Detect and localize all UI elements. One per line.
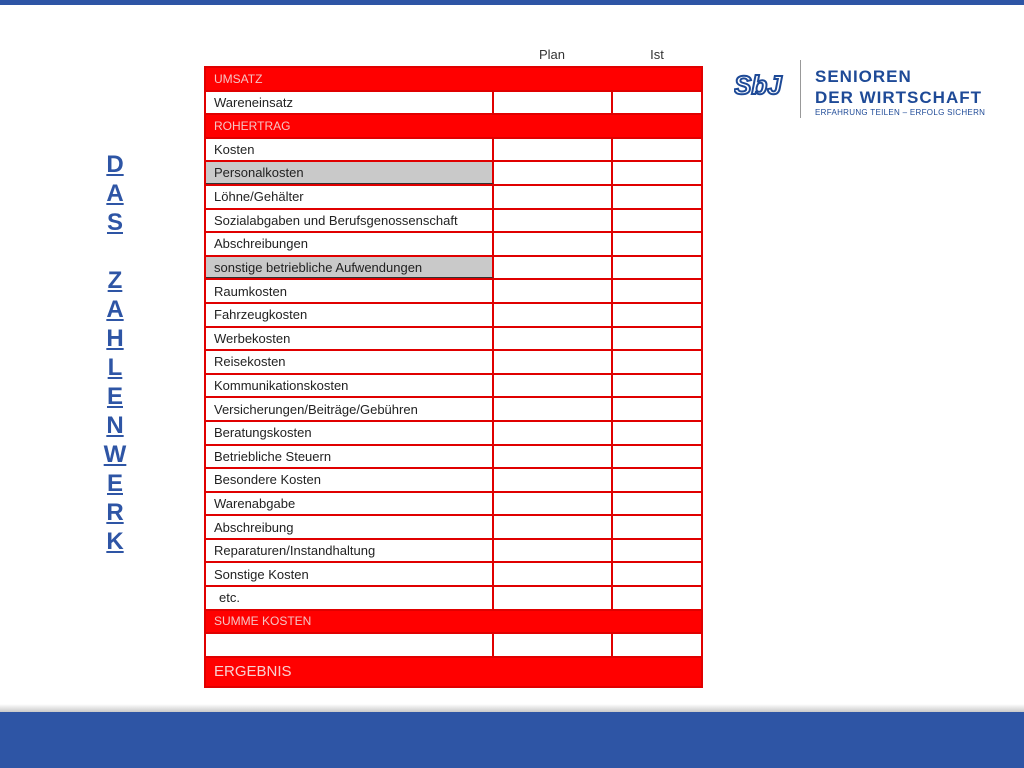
ist-cell[interactable] xyxy=(613,398,701,420)
plan-cell[interactable] xyxy=(494,398,613,420)
plan-cell[interactable] xyxy=(494,280,613,302)
ist-cell[interactable] xyxy=(613,92,701,114)
row-label: Reparaturen/Instandhaltung xyxy=(206,540,494,562)
sbj-logo-icon xyxy=(734,66,794,106)
bottom-bar xyxy=(0,712,1024,768)
row-label: etc. xyxy=(206,587,494,609)
ist-cell[interactable] xyxy=(613,162,701,184)
ist-cell[interactable] xyxy=(613,375,701,397)
side-title-letter: E xyxy=(106,383,123,410)
ist-cell[interactable] xyxy=(613,280,701,302)
table-row xyxy=(206,257,701,281)
table-row xyxy=(206,328,701,352)
plan-cell[interactable] xyxy=(494,587,613,609)
row-label: Abschreibung xyxy=(206,516,494,538)
table-row xyxy=(206,563,701,587)
plan-cell[interactable] xyxy=(494,210,613,232)
side-title xyxy=(92,150,138,556)
row-label: Besondere Kosten xyxy=(206,469,494,491)
side-title-letter: L xyxy=(107,354,123,381)
row-label: Warenabgabe xyxy=(206,493,494,515)
row-label xyxy=(206,634,494,656)
table-row xyxy=(206,587,701,611)
row-label: ROHERTRAG xyxy=(214,118,291,133)
ist-cell[interactable] xyxy=(613,139,701,161)
ist-cell[interactable] xyxy=(613,210,701,232)
logo xyxy=(734,60,984,120)
ist-cell[interactable] xyxy=(613,446,701,468)
row-label: Reisekosten xyxy=(206,351,494,373)
row-label: Raumkosten xyxy=(206,280,494,302)
row-label: Personalkosten xyxy=(206,162,494,184)
row-label: Beratungskosten xyxy=(206,422,494,444)
side-title-letter: R xyxy=(106,499,124,526)
row-label: UMSATZ xyxy=(214,71,263,86)
plan-cell[interactable] xyxy=(494,186,613,208)
row-label: Abschreibungen xyxy=(206,233,494,255)
ist-cell[interactable] xyxy=(613,186,701,208)
row-label: Fahrzeugkosten xyxy=(206,304,494,326)
side-title-letter: S xyxy=(106,209,123,236)
row-label: sonstige betriebliche Aufwendungen xyxy=(206,257,494,279)
ist-cell[interactable] xyxy=(613,422,701,444)
side-title-letter: E xyxy=(106,470,123,497)
ist-cell[interactable] xyxy=(613,233,701,255)
plan-cell[interactable] xyxy=(494,634,613,656)
plan-cell[interactable] xyxy=(494,257,613,279)
row-label: Kommunikationskosten xyxy=(206,375,494,397)
plan-cell[interactable] xyxy=(494,139,613,161)
cost-table xyxy=(204,66,703,688)
table-row xyxy=(206,280,701,304)
side-title-letter: H xyxy=(106,325,124,352)
ist-cell[interactable] xyxy=(613,563,701,585)
side-title-letter: Z xyxy=(107,267,123,294)
ist-cell[interactable] xyxy=(613,469,701,491)
table-row xyxy=(206,540,701,564)
ist-cell[interactable] xyxy=(613,493,701,515)
row-label: Sonstige Kosten xyxy=(206,563,494,585)
row-label: Kosten xyxy=(206,139,494,161)
table-row xyxy=(206,375,701,399)
top-accent-bar xyxy=(0,0,1024,5)
plan-cell[interactable] xyxy=(494,92,613,114)
row-label: Sozialabgaben und Berufsgenossenschaft xyxy=(206,210,494,232)
side-title-letter: A xyxy=(106,296,124,323)
row-label: Betriebliche Steuern xyxy=(206,446,494,468)
table-row xyxy=(206,233,701,257)
plan-cell[interactable] xyxy=(494,162,613,184)
side-title-word-zahlenwerk xyxy=(92,266,138,556)
column-header-plan: Plan xyxy=(538,47,566,62)
row-label: Werbekosten xyxy=(206,328,494,350)
table-row xyxy=(206,210,701,234)
plan-cell[interactable] xyxy=(494,469,613,491)
plan-cell[interactable] xyxy=(494,422,613,444)
table-row xyxy=(206,422,701,446)
column-header-ist: Ist xyxy=(650,47,664,62)
table-row xyxy=(206,304,701,328)
plan-cell[interactable] xyxy=(494,540,613,562)
table-row xyxy=(206,186,701,210)
ist-cell[interactable] xyxy=(613,351,701,373)
ist-cell[interactable] xyxy=(613,328,701,350)
logo-tagline: ERFAHRUNG TEILEN – ERFOLG SICHERN xyxy=(815,108,986,117)
row-label: Löhne/Gehälter xyxy=(206,186,494,208)
plan-cell[interactable] xyxy=(494,493,613,515)
side-title-letter: A xyxy=(106,180,124,207)
row-label: Wareneinsatz xyxy=(206,92,494,114)
plan-cell[interactable] xyxy=(494,563,613,585)
row-label: Versicherungen/Beiträge/Gebühren xyxy=(206,398,494,420)
table-row xyxy=(206,469,701,493)
plan-cell[interactable] xyxy=(494,328,613,350)
side-title-letter: N xyxy=(106,412,124,439)
table-row xyxy=(206,115,701,139)
logo-title-line2: DER WIRTSCHAFT xyxy=(815,88,982,107)
ist-cell[interactable] xyxy=(613,587,701,609)
table-row xyxy=(206,68,701,92)
plan-cell[interactable] xyxy=(494,446,613,468)
side-title-letter: W xyxy=(103,441,127,468)
table-row xyxy=(206,139,701,163)
side-title-letter: K xyxy=(106,528,124,555)
ist-cell[interactable] xyxy=(613,304,701,326)
svg-text:SbJ: SbJ xyxy=(734,70,782,100)
plan-cell[interactable] xyxy=(494,233,613,255)
table-row xyxy=(206,516,701,540)
table-row xyxy=(206,351,701,375)
side-title-word-das xyxy=(92,150,138,237)
ist-cell[interactable] xyxy=(613,540,701,562)
logo-divider xyxy=(800,60,801,118)
table-row xyxy=(206,611,701,635)
table-row xyxy=(206,634,701,658)
ist-cell[interactable] xyxy=(613,516,701,538)
side-title-letter: D xyxy=(106,151,124,178)
logo-title-line1: SENIOREN xyxy=(815,67,912,86)
ist-cell[interactable] xyxy=(613,634,701,656)
table-row xyxy=(206,658,701,686)
plan-cell[interactable] xyxy=(494,375,613,397)
table-row xyxy=(206,446,701,470)
plan-cell[interactable] xyxy=(494,516,613,538)
plan-cell[interactable] xyxy=(494,304,613,326)
table-row xyxy=(206,493,701,517)
row-label: ERGEBNIS xyxy=(214,663,292,681)
plan-cell[interactable] xyxy=(494,351,613,373)
bottom-shadow xyxy=(0,704,1024,712)
table-row xyxy=(206,398,701,422)
row-label: SUMME KOSTEN xyxy=(214,614,312,629)
table-row xyxy=(206,92,701,116)
table-row xyxy=(206,162,701,186)
ist-cell[interactable] xyxy=(613,257,701,279)
